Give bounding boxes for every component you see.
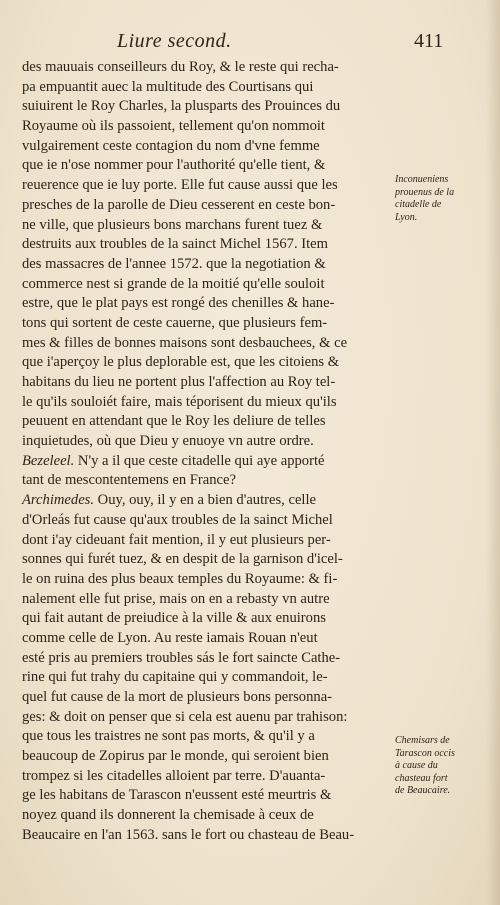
line-text: tant de mescontentemens en France? — [22, 472, 236, 489]
margin-note-line: à cause du — [395, 760, 438, 771]
text-line — [22, 688, 392, 708]
text-line — [22, 550, 392, 570]
line-text: que tous les traistres ne sont pas morts, & qu'il y a — [22, 728, 315, 745]
line-text: estre, que le plat pays est rongé des chenilles & hane- — [22, 295, 335, 312]
line-text: sonnes qui furét tuez, & en despit de la garnison d'icel- — [22, 551, 343, 568]
line-text: tons qui sortent de ceste cauerne, que plusieurs fem- — [22, 314, 328, 331]
line-text: suiuirent le Roy Charles, la plusparts des Prouinces du — [22, 98, 341, 115]
text-line — [22, 156, 392, 176]
margin-note-line: de Beaucaire. — [395, 785, 451, 796]
margin-note-line: Inconueniens — [395, 174, 449, 185]
line-text: d'Orleás fut cause qu'aux troubles de la sainct Michel — [22, 511, 333, 528]
text-line — [22, 314, 392, 334]
text-line — [22, 235, 392, 255]
margin-note-line: prouenus de la — [395, 186, 455, 198]
text-line — [22, 412, 392, 432]
line-text: vulgairement ceste contagion du nom d'vne femme — [22, 137, 320, 154]
text-line — [22, 806, 392, 826]
text-line — [22, 531, 392, 551]
text-line — [22, 786, 392, 806]
text-line — [22, 58, 392, 78]
margin-note-tarascon — [395, 735, 487, 798]
text-line — [22, 117, 392, 137]
text-line — [22, 609, 392, 629]
line-text: reuerence que ie luy porte. Elle fut cause aussi que les — [22, 177, 338, 194]
line-text: inquietudes, où que Dieu y enuoye vn autre ordre. — [22, 433, 314, 450]
line-text: ges: & doit on penser que si cela est auenu par trahison: — [22, 708, 348, 725]
margin-note-line: Tarascon occis — [395, 747, 455, 759]
line-text: Ouy, ouy, il y en a bien d'autres, celle — [94, 492, 317, 509]
margin-note-line: Lyon. — [395, 211, 418, 223]
running-title: Liure second. — [117, 30, 232, 52]
line-text: noyez quand ils donnerent la chemisade à ceux de — [22, 807, 314, 824]
text-line — [22, 727, 392, 747]
line-text: destruits aux troubles de la sainct Michel 1567. Item — [22, 236, 328, 253]
text-line — [22, 668, 392, 688]
speaker-name: Archimedes. — [22, 492, 94, 509]
line-text: comme celle de Lyon. Au reste iamais Rouan n'eut — [22, 629, 318, 646]
line-text: esté pris au premiers troubles sás le fort saincte Cathe- — [22, 649, 341, 666]
speaker-name: Bezeleel. — [22, 452, 75, 469]
text-line — [22, 255, 392, 275]
text-line — [22, 491, 392, 511]
line-text: que ie n'ose nommer pour l'authorité qu'elle tient, & — [22, 157, 326, 174]
line-text: mes & filles de bonnes maisons sont desbauchees, & ce — [22, 334, 348, 351]
line-text: trompez si les citadelles alloient par terre. D'auanta- — [22, 767, 326, 784]
body-text — [22, 58, 392, 846]
line-text: dont i'ay cideuant fait mention, il y eut plusieurs per- — [22, 531, 331, 548]
text-line — [22, 471, 392, 491]
page-header — [0, 30, 500, 54]
line-text: presches de la parolle de Dieu cesserent en ceste bon- — [22, 196, 336, 213]
line-text: habitans du lieu ne portent plus l'affection au Roy tel- — [22, 374, 336, 390]
line-text: des massacres de l'annee 1572. que la negotiation & — [22, 255, 326, 272]
text-line — [22, 334, 392, 354]
line-text: N'y a il que ceste citadelle qui aye apporté — [74, 452, 325, 469]
text-line — [22, 590, 392, 610]
margin-note-line: chasteau fort — [395, 772, 448, 784]
text-line — [22, 275, 392, 295]
margin-note-line: Chemisars de — [395, 735, 450, 746]
line-text: rine qui fut trahy du capitaine qui y commandoit, le- — [22, 669, 328, 686]
line-text: ne ville, que plusieurs bons marchans furent tuez & — [22, 216, 323, 233]
text-line — [22, 649, 392, 669]
line-text: que i'aperçoy le plus deplorable est, que les citoiens & — [22, 354, 340, 371]
text-line — [22, 176, 392, 196]
page-edge-shadow — [486, 0, 500, 905]
text-line — [22, 747, 392, 767]
text-line — [22, 629, 392, 649]
text-line — [22, 216, 392, 236]
text-line — [22, 137, 392, 157]
line-text: nalement elle fut prise, mais on en a rebasty vn autre — [22, 590, 330, 607]
line-text: Beaucaire en l'an 1563. sans le fort ou chasteau de Beau- — [22, 826, 355, 843]
text-line — [22, 393, 392, 413]
line-text: quel fut cause de la mort de plusieurs bons personna- — [22, 689, 333, 705]
line-text: beaucoup de Zopirus par le monde, qui seroient bien — [22, 748, 329, 765]
page-number: 411 — [414, 30, 444, 52]
line-text: des mauuais conseilleurs du Roy, & le reste qui recha- — [22, 59, 339, 75]
text-line — [22, 708, 392, 728]
line-text: ge les habitans de Tarascon n'eussent esté meurtris & — [22, 787, 332, 804]
text-line — [22, 432, 392, 452]
text-line — [22, 196, 392, 216]
text-line — [22, 826, 392, 846]
text-line — [22, 452, 392, 472]
line-text: Royaume où ils passoient, tellement qu'on nommoit — [22, 118, 325, 135]
line-text: pa empuantit auec la multitude des Courtisans qui — [22, 78, 314, 95]
margin-note-line: citadelle de — [395, 199, 442, 210]
text-line — [22, 97, 392, 117]
line-text: qui fait autant de preiudice à la ville & aux enuirons — [22, 610, 326, 627]
text-line — [22, 373, 392, 393]
text-line — [22, 767, 392, 787]
text-line — [22, 294, 392, 314]
text-line — [22, 570, 392, 590]
text-line — [22, 511, 392, 531]
line-text: le on ruina des plus beaux temples du Royaume: & fi- — [22, 570, 338, 587]
line-text: commerce nest si grande de la moitié qu'elle souloit — [22, 275, 325, 292]
line-text: le qu'ils souloiét faire, mais téporisent du mieux qu'ils — [22, 393, 337, 410]
text-line — [22, 78, 392, 98]
line-text: peuuent en attendant que le Roy les deliure de telles — [22, 413, 326, 430]
margin-note-citadel-lyon — [395, 174, 487, 224]
text-line — [22, 353, 392, 373]
